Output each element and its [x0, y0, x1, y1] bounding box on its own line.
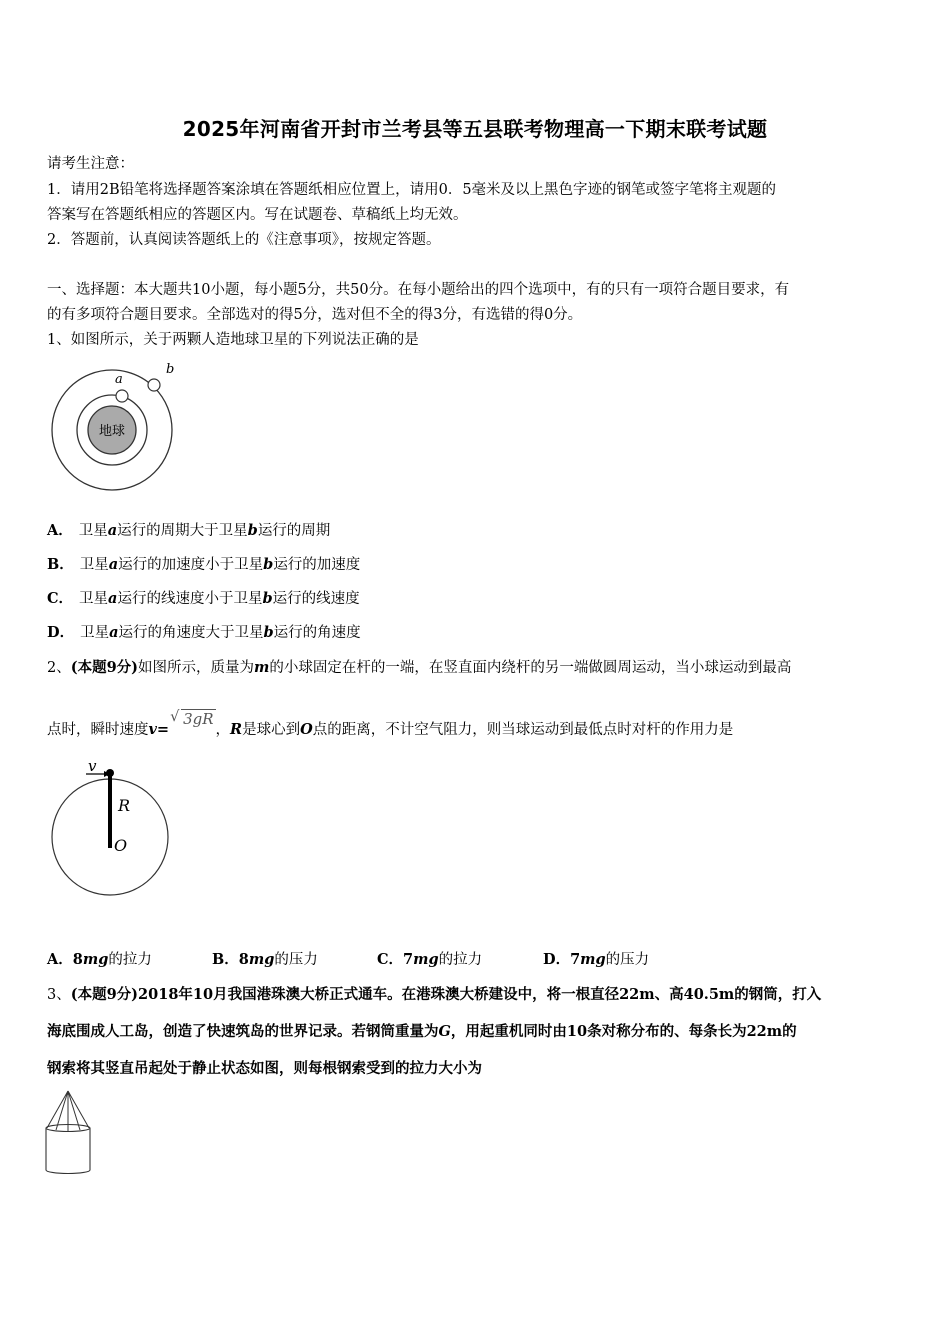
cable — [68, 1091, 89, 1128]
q2-stem-1b: 的小球固定在杆的一端，在竖直面内绕杆的另一端做圆周运动，当小球运动到最高 — [269, 660, 792, 676]
radius-label: R — [118, 796, 131, 815]
q1-option-c-var1: a — [108, 590, 118, 607]
q1-option-b-pre: 卫星 — [79, 557, 109, 573]
q2-choice-a[interactable] — [47, 948, 152, 969]
q1-option-a-pre: 卫星 — [78, 523, 108, 539]
q2-stem-line-2 — [47, 709, 734, 739]
q3-line-2a: 海底围成人工岛，创造了快速筑岛的世界记录。若钢筒重量为 — [47, 1023, 439, 1040]
q2-stem-line-1 — [47, 656, 791, 677]
q2-choice-c[interactable] — [377, 948, 482, 969]
q1-option-d-var2: b — [263, 624, 274, 641]
q3-steel-cylinder-figure — [44, 1088, 94, 1176]
q1-option-a-var2: b — [247, 522, 258, 539]
q1-option-a-post: 运行的周期 — [257, 523, 331, 539]
q2-choice-d[interactable] — [543, 948, 649, 969]
q2-choice-d-letter: D． — [543, 951, 571, 968]
q3-stem-line-1 — [47, 983, 821, 1004]
q2-choice-d-coef: 7 — [570, 951, 581, 968]
q1-option-c-pre: 卫星 — [79, 591, 109, 607]
q2-choice-c-coef: 7 — [403, 951, 414, 968]
q2-choice-a-coef: 8 — [72, 951, 83, 968]
q1-option-c-var2: b — [262, 590, 273, 607]
q1-option-d[interactable] — [47, 621, 361, 642]
q2-choice-b-letter: B． — [212, 951, 239, 968]
q3-weight-var: G — [438, 1023, 451, 1040]
q1-option-b-letter: B． — [47, 556, 74, 573]
q1-option-c[interactable] — [47, 587, 360, 608]
center-label: O — [114, 836, 128, 855]
satellite-b — [148, 379, 160, 391]
q1-stem: 1、如图所示，关于两颗人造地球卫星的下列说法正确的是 — [47, 332, 419, 348]
q1-option-b-var1: a — [108, 556, 119, 573]
q1-option-a-var1: a — [107, 522, 118, 539]
q1-option-d-var1: a — [109, 624, 119, 641]
q1-option-b-post: 运行的加速度 — [273, 557, 361, 573]
q3-stem-line-3: 钢索将其竖直吊起处于静止状态如图，则每根钢索受到的拉力大小为 — [47, 1060, 482, 1077]
q2-velocity-eq: v= — [148, 721, 170, 738]
q2-choice-d-text: 的压力 — [605, 952, 650, 968]
satellite-a — [116, 390, 128, 402]
q2-choice-b-coef: 8 — [238, 951, 249, 968]
q2-radius-var: R — [230, 721, 243, 738]
satellite-a-label: a — [115, 372, 123, 387]
section-1-intro-line-2: 的有多项符合题目要求。全部选对的得5分，选对但不全的得3分，有选错的得0分。 — [47, 307, 583, 323]
q2-choice-b-var: mg — [248, 951, 275, 968]
q1-option-b-mid: 运行的加速度小于卫星 — [118, 557, 264, 573]
q2-circular-motion-figure — [48, 757, 173, 910]
q1-option-d-letter: D． — [47, 624, 75, 641]
section-1-intro-line-1: 一、选择题：本大题共10小题，每小题5分，共50分。在每小题给出的四个选项中，有的只有一项符合题目要求，有 — [47, 282, 790, 298]
q1-option-a-letter: A． — [47, 522, 73, 539]
sqrt-sign-icon: √ — [170, 709, 180, 725]
q1-option-d-pre: 卫星 — [80, 625, 110, 641]
q1-option-c-letter: C． — [47, 590, 74, 607]
q1-satellite-figure — [48, 360, 183, 488]
q2-stem-1a: 如图所示，质量为 — [138, 660, 255, 676]
cylinder-bottom — [46, 1170, 90, 1174]
q3-score: (本题9分) — [70, 986, 139, 1003]
q2-choice-d-var: mg — [580, 951, 606, 968]
q2-stem-2c: 是球心到 — [242, 722, 301, 738]
velocity-label: v — [88, 757, 97, 775]
notice-item-1-line-2: 答案写在答题纸相应的答题区内。写在试题卷、草稿纸上均无效。 — [47, 207, 468, 223]
q2-choice-a-letter: A． — [47, 951, 73, 968]
q2-sqrt-radicand: 3gR — [183, 710, 214, 728]
q2-choice-a-text: 的拉力 — [108, 952, 152, 968]
q3-line-2b: ，用起重机同时由10条对称分布的、每条长为22m的 — [450, 1023, 797, 1040]
q2-stem-2d: 点的距离，不计空气阻力，则当球运动到最低点时对杆的作用力是 — [312, 722, 734, 738]
notice-item-2: 2．答题前，认真阅读答题纸上的《注意事项》，按规定答题。 — [47, 232, 441, 248]
q2-choice-c-var: mg — [413, 951, 439, 968]
q2-stem-2a: 点时，瞬时速度 — [47, 722, 149, 738]
q2-choice-a-var: mg — [82, 951, 109, 968]
q2-center-var: O — [300, 721, 313, 738]
q3-line-1: 2018年10月我国港珠澳大桥正式通车。在港珠澳大桥建设中，将一根直径22m、高40.5m的钢筒，打入 — [138, 986, 822, 1003]
earth-label: 地球 — [98, 424, 126, 439]
q2-number: 2、 — [47, 660, 71, 676]
q2-choice-c-text: 的拉力 — [438, 952, 483, 968]
q1-option-c-mid: 运行的线速度小于卫星 — [117, 591, 263, 607]
q2-choice-b-text: 的压力 — [274, 952, 318, 968]
q1-option-c-post: 运行的线速度 — [272, 591, 360, 607]
q3-stem-line-2 — [47, 1020, 797, 1041]
q2-choice-b[interactable] — [212, 948, 318, 969]
satellite-b-label: b — [166, 362, 175, 377]
page-title: 2025年河南省开封市兰考县等五县联考物理高一下期末联考试题 — [182, 117, 768, 141]
q3-number: 3、 — [47, 987, 71, 1003]
cable — [47, 1091, 68, 1128]
q1-option-a-mid: 运行的周期大于卫星 — [117, 523, 248, 539]
q2-score: (本题9分) — [70, 659, 139, 676]
q1-option-d-mid: 运行的角速度大于卫星 — [118, 625, 264, 641]
q1-option-b-var2: b — [263, 556, 274, 573]
q1-option-b[interactable] — [47, 553, 360, 574]
q2-choice-c-letter: C． — [377, 951, 404, 968]
notice-item-1-line-1: 1．请用2B铅笔将选择题答案涂填在答题纸相应位置上，请用0．5毫米及以上黑色字迹的钢笔或签字笔将主观题的 — [47, 182, 777, 198]
q1-option-d-post: 运行的角速度 — [273, 625, 361, 641]
q2-stem-2b: ， — [215, 722, 231, 738]
q2-mass-var: m — [254, 659, 270, 676]
notice-heading: 请考生注意： — [47, 156, 134, 172]
q1-option-a[interactable] — [47, 519, 330, 540]
q2-sqrt-formula — [170, 710, 215, 728]
